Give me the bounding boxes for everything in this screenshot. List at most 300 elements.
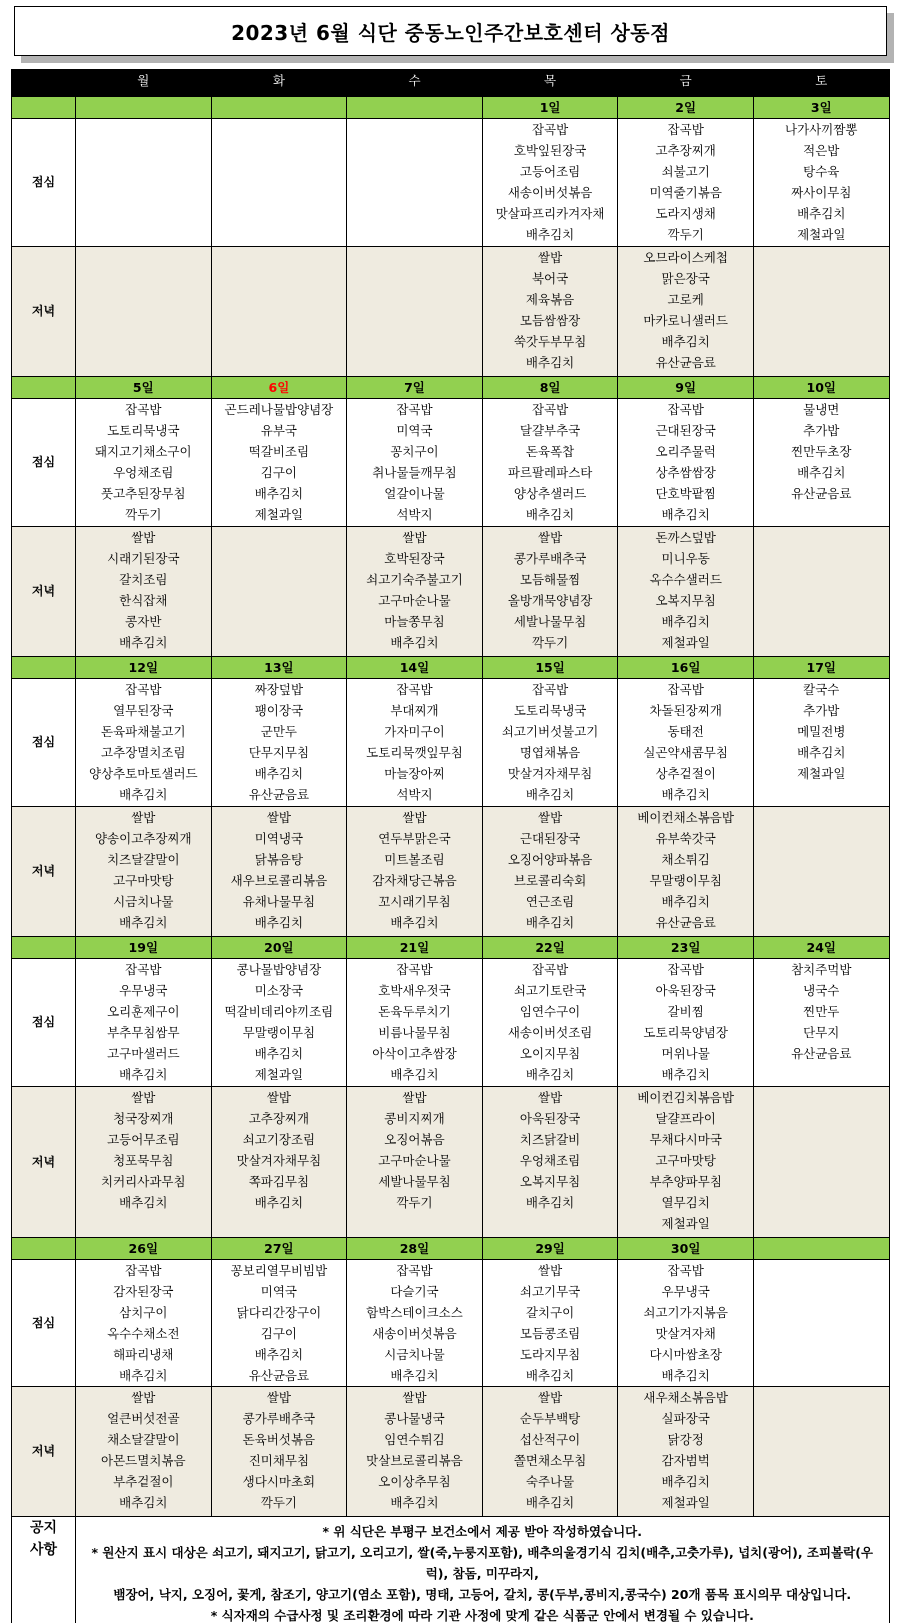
- lunch-menu-cell: [76, 399, 212, 527]
- date-cell: 7일: [347, 377, 483, 399]
- menu-item: 잡곡밥: [667, 1263, 704, 1278]
- menu-item: 호박잎된장국: [513, 143, 587, 158]
- menu-table-body: [12, 70, 890, 1623]
- menu-item: 깍두기: [125, 507, 162, 522]
- date-corner: [12, 377, 76, 399]
- menu-item: 맛살파프리카겨자채: [495, 206, 605, 221]
- menu-item: 배추김치: [661, 894, 710, 909]
- menu-item: 배추김치: [661, 507, 710, 522]
- menu-item: 배추김치: [390, 1067, 439, 1082]
- menu-item: 미역냉국: [254, 831, 304, 846]
- menu-item: 무말랭이무침: [649, 873, 722, 888]
- lunch-menu-cell: [753, 959, 889, 1087]
- menu-item: 맛살겨자채: [655, 1326, 716, 1341]
- menu-item: 잡곡밥: [667, 122, 704, 137]
- lunch-menu-cell: [482, 1260, 618, 1387]
- menu-item: 콩나물밥양념장: [236, 962, 322, 977]
- menu-item: 짜사이무침: [791, 185, 852, 200]
- menu-item: 추가밥: [803, 703, 840, 718]
- menu-item: 쌀밥: [538, 530, 563, 545]
- dinner-menu-cell: [76, 247, 212, 377]
- dinner-menu-cell: [211, 1387, 347, 1517]
- menu-item: 우무냉국: [119, 983, 168, 998]
- menu-item: 김구이: [260, 465, 297, 480]
- menu-item: 고구마순나물: [378, 593, 451, 608]
- date-cell: 17일: [753, 657, 889, 679]
- menu-item: 달걀부추국: [519, 423, 581, 438]
- menu-item: 콩나물냉국: [384, 1411, 445, 1426]
- menu-item: 잡곡밥: [667, 682, 704, 697]
- lunch-menu-cell: [753, 1260, 889, 1387]
- weekday-header: 토: [753, 70, 889, 97]
- menu-item: 고등어무조림: [107, 1132, 180, 1147]
- menu-item: 잡곡밥: [125, 402, 162, 417]
- menu-item: 나가사끼짬뽕: [785, 122, 858, 137]
- menu-item: 제철과일: [254, 507, 304, 522]
- menu-item: 찐만두초장: [791, 444, 852, 459]
- menu-item: 잡곡밥: [531, 402, 569, 417]
- menu-item: 유산균음료: [791, 1046, 852, 1061]
- menu-item: 도토리묵깻잎무침: [366, 745, 463, 760]
- menu-item: 콩가루배추국: [242, 1411, 316, 1426]
- menu-item: 도라지무침: [519, 1347, 581, 1362]
- menu-item: 찐만두: [803, 1004, 840, 1019]
- menu-item: 잡곡밥: [531, 962, 569, 977]
- menu-item: 꽁치구이: [390, 444, 439, 459]
- menu-item: 잡곡밥: [667, 962, 704, 977]
- menu-item: 쌀밥: [538, 1390, 563, 1405]
- menu-item: 제철과일: [661, 635, 710, 650]
- date-cell: [211, 97, 347, 119]
- lunch-menu-cell: [618, 959, 754, 1087]
- lunch-menu-cell: [347, 399, 483, 527]
- dinner-menu-cell: [618, 527, 754, 657]
- menu-item: 호박된장국: [384, 551, 445, 566]
- menu-item: 잡곡밥: [531, 122, 569, 137]
- lunch-menu-cell: [211, 119, 347, 247]
- menu-item: 호박새우젓국: [378, 983, 451, 998]
- menu-item: 잡곡밥: [396, 682, 433, 697]
- notice-line: 뱀장어, 낙지, 오징어, 꽃게, 참조기, 양고기(염소 포함), 명태, 고등어, 갈치, 콩(두부,콩비지,콩국수) 20개 품목 표시의무 대상입니다.: [113, 1587, 852, 1602]
- menu-item: 고추장찌개: [655, 143, 716, 158]
- dinner-menu-cell: [618, 807, 754, 937]
- dinner-label: 저녁: [12, 1087, 76, 1238]
- menu-item: 고구마맛탕: [655, 1153, 716, 1168]
- menu-item: 쇠고기가지볶음: [643, 1305, 728, 1320]
- menu-item: 파르팔레파스타: [507, 465, 593, 480]
- menu-item: 석박지: [396, 787, 433, 802]
- menu-item: 순두부백탕: [519, 1411, 581, 1426]
- menu-item: 배추김치: [119, 787, 168, 802]
- menu-item: 고로케: [667, 292, 704, 307]
- menu-item: 새송이버섯조림: [507, 1025, 593, 1040]
- menu-item: 시래기된장국: [107, 551, 180, 566]
- menu-item: 맛살겨자채무침: [507, 766, 593, 781]
- date-row: [12, 937, 890, 959]
- lunch-row: [12, 1260, 890, 1387]
- menu-item: 다슬기국: [390, 1284, 439, 1299]
- menu-item: 미니우동: [661, 551, 710, 566]
- menu-item: 다시마쌈초장: [649, 1347, 722, 1362]
- menu-item: 깍두기: [531, 635, 569, 650]
- menu-item: 새우채소볶음밥: [643, 1390, 728, 1405]
- date-cell: 15일: [482, 657, 618, 679]
- menu-item: 제철과일: [254, 1067, 304, 1082]
- menu-item: 미역국: [260, 1284, 297, 1299]
- menu-item: 배추김치: [119, 635, 168, 650]
- date-cell: [753, 1238, 889, 1260]
- menu-item: 미역줄기볶음: [649, 185, 722, 200]
- lunch-menu-cell: [76, 1260, 212, 1387]
- menu-item: 고추장멸치조림: [101, 745, 186, 760]
- menu-item: 배추김치: [525, 227, 575, 242]
- lunch-row: [12, 679, 890, 807]
- menu-item: 갈비찜: [667, 1004, 704, 1019]
- lunch-menu-cell: [76, 119, 212, 247]
- dinner-menu-cell: [76, 807, 212, 937]
- lunch-row: [12, 959, 890, 1087]
- date-cell: 5일: [76, 377, 212, 399]
- weekday-header: 월: [76, 70, 212, 97]
- menu-table: [11, 69, 890, 1623]
- date-row: [12, 97, 890, 119]
- menu-item: 잡곡밥: [396, 962, 433, 977]
- menu-item: 유산균음료: [791, 486, 852, 501]
- menu-item: 도토리묵냉국: [107, 423, 180, 438]
- menu-item: 차돌된장찌개: [649, 703, 722, 718]
- date-cell: 8일: [482, 377, 618, 399]
- menu-item: 오징어볶음: [384, 1132, 445, 1147]
- dinner-menu-cell: [753, 1087, 889, 1238]
- lunch-label: 점심: [12, 119, 76, 247]
- menu-item: 오이지무침: [519, 1046, 581, 1061]
- lunch-menu-cell: [482, 119, 618, 247]
- menu-item: 동태전: [667, 724, 704, 739]
- menu-item: 물냉면: [803, 402, 840, 417]
- lunch-menu-cell: [347, 1260, 483, 1387]
- dinner-menu-cell: [618, 1087, 754, 1238]
- menu-item: 유부국: [260, 423, 297, 438]
- menu-item: 닭강정: [667, 1432, 704, 1447]
- dinner-menu-cell: [347, 1387, 483, 1517]
- menu-item: 쫄면채소무침: [513, 1453, 587, 1468]
- menu-item: 갈치구이: [525, 1305, 575, 1320]
- menu-item: 잡곡밥: [396, 402, 433, 417]
- menu-item: 배추김치: [254, 1046, 304, 1061]
- menu-item: 진미채무침: [248, 1453, 310, 1468]
- menu-item: 잡곡밥: [125, 962, 162, 977]
- menu-item: 돈육버섯볶음: [242, 1432, 316, 1447]
- dinner-label: 저녁: [12, 1387, 76, 1517]
- lunch-label: 점심: [12, 959, 76, 1087]
- lunch-menu-cell: [211, 399, 347, 527]
- menu-item: 섭산적구이: [519, 1432, 581, 1447]
- menu-item: 배추김치: [797, 465, 846, 480]
- menu-item: 브로콜리숙회: [513, 873, 587, 888]
- menu-item: 배추김치: [390, 915, 439, 930]
- menu-item: 배추김치: [525, 1368, 575, 1383]
- menu-item: 배추김치: [119, 1067, 168, 1082]
- menu-item: 달걀프라이: [655, 1111, 716, 1126]
- menu-item: 배추김치: [254, 1347, 304, 1362]
- menu-item: 부추양파무침: [649, 1174, 722, 1189]
- menu-item: 근대된장국: [655, 423, 716, 438]
- menu-item: 가자미구이: [384, 724, 445, 739]
- menu-item: 쌀밥: [266, 1390, 291, 1405]
- menu-item: 쑥갓두부무침: [513, 334, 587, 349]
- menu-item: 꼬시래기무침: [378, 894, 451, 909]
- menu-item: 깍두기: [260, 1495, 297, 1510]
- menu-item: 배추김치: [525, 1067, 575, 1082]
- weekday-header: 수: [347, 70, 483, 97]
- menu-item: 얼큰버섯전골: [107, 1411, 180, 1426]
- menu-item: 무말랭이무침: [242, 1025, 316, 1040]
- menu-item: 배추김치: [254, 1195, 304, 1210]
- menu-item: 풋고추된장무침: [101, 486, 186, 501]
- lunch-row: [12, 399, 890, 527]
- menu-item: 올방개묵양념장: [507, 593, 593, 608]
- menu-item: 오리훈제구이: [107, 1004, 180, 1019]
- menu-item: 쌀밥: [266, 1090, 291, 1105]
- menu-item: 치커리사과무침: [101, 1174, 186, 1189]
- dinner-menu-cell: [618, 247, 754, 377]
- menu-item: 갈치조림: [119, 572, 168, 587]
- menu-item: 쇠고기숙주불고기: [366, 572, 463, 587]
- menu-item: 명엽채볶음: [519, 745, 581, 760]
- menu-item: 도토리묵냉국: [513, 703, 587, 718]
- date-cell: 6일: [211, 377, 347, 399]
- menu-item: 양송이고추장찌개: [94, 831, 192, 846]
- dinner-label: 저녁: [12, 807, 76, 937]
- dinner-menu-cell: [753, 1387, 889, 1517]
- menu-item: 배추김치: [390, 1495, 439, 1510]
- menu-item: 쇠고기버섯불고기: [501, 724, 599, 739]
- menu-item: 무채다시마국: [649, 1132, 722, 1147]
- page-title: 2023년 6월 식단 중동노인주간보호센터 상동점: [14, 6, 887, 56]
- menu-item: 배추김치: [661, 1067, 710, 1082]
- menu-item: 우엉채조림: [113, 465, 174, 480]
- dinner-menu-cell: [347, 527, 483, 657]
- menu-item: 배추김치: [525, 355, 575, 370]
- menu-item: 마늘장아찌: [384, 766, 445, 781]
- menu-item: 근대된장국: [519, 831, 581, 846]
- menu-item: 배추김치: [797, 745, 846, 760]
- menu-item: 열무김치: [661, 1195, 710, 1210]
- date-cell: 22일: [482, 937, 618, 959]
- menu-item: 연근조림: [525, 894, 575, 909]
- dinner-menu-cell: [76, 1387, 212, 1517]
- menu-item: 배추김치: [390, 635, 439, 650]
- date-cell: 19일: [76, 937, 212, 959]
- menu-item: 시금치나물: [113, 894, 174, 909]
- menu-item: 치즈달걀말이: [107, 852, 180, 867]
- menu-item: 베이컨김치볶음밥: [637, 1090, 734, 1105]
- menu-item: 아몬드멸치볶음: [101, 1453, 186, 1468]
- lunch-menu-cell: [211, 679, 347, 807]
- lunch-menu-cell: [482, 399, 618, 527]
- date-cell: 20일: [211, 937, 347, 959]
- menu-item: 쌀밥: [131, 1390, 156, 1405]
- lunch-menu-cell: [753, 399, 889, 527]
- weekday-header: 목: [482, 70, 618, 97]
- menu-item: 쇠고기장조림: [242, 1132, 316, 1147]
- menu-item: 우무냉국: [661, 1284, 710, 1299]
- dinner-menu-cell: [347, 807, 483, 937]
- menu-item: 짜장덮밥: [254, 682, 304, 697]
- menu-item: 오복지무침: [519, 1174, 581, 1189]
- menu-item: 얼갈이나물: [384, 486, 445, 501]
- menu-item: 미트볼조림: [384, 852, 445, 867]
- menu-item: 북어국: [531, 271, 569, 286]
- dinner-menu-cell: [482, 1087, 618, 1238]
- dinner-menu-cell: [76, 527, 212, 657]
- menu-item: 돈육파채불고기: [101, 724, 186, 739]
- menu-item: 쌀밥: [402, 530, 427, 545]
- dinner-menu-cell: [211, 1087, 347, 1238]
- lunch-menu-cell: [618, 679, 754, 807]
- date-corner: [12, 937, 76, 959]
- menu-item: 쌀밥: [131, 810, 156, 825]
- menu-item: 쌀밥: [131, 1090, 156, 1105]
- menu-item: 고구마샐러드: [107, 1046, 180, 1061]
- menu-item: 모듬쌈쌈장: [519, 313, 581, 328]
- dinner-menu-cell: [618, 1387, 754, 1517]
- menu-item: 맛살브로콜리볶음: [366, 1453, 463, 1468]
- menu-item: 옥수수샐러드: [649, 572, 722, 587]
- date-cell: 9일: [618, 377, 754, 399]
- header-corner: [12, 70, 76, 97]
- notice-line: * 원산지 표시 대상은 쇠고기, 돼지고기, 닭고기, 오리고기, 쌀(죽,누룽지포함), 배추의울경기식 김치(배추,고춧가루), 넙치(광어), 조피볼락(우럭), 참돔, 미꾸라지,: [91, 1545, 874, 1581]
- menu-item: 새송이버섯볶음: [507, 185, 593, 200]
- dinner-menu-cell: [753, 247, 889, 377]
- menu-item: 부추겉절이: [113, 1474, 174, 1489]
- lunch-menu-cell: [211, 959, 347, 1087]
- menu-item: 배추김치: [119, 915, 168, 930]
- notice-text: [76, 1517, 889, 1623]
- date-row: [12, 1238, 890, 1260]
- lunch-menu-cell: [347, 959, 483, 1087]
- notice-row: [12, 1517, 890, 1623]
- menu-item: 상추겉절이: [655, 766, 716, 781]
- dinner-menu-cell: [211, 247, 347, 377]
- menu-item: 우엉채조림: [519, 1153, 581, 1168]
- menu-item: 숙주나물: [525, 1474, 575, 1489]
- date-cell: 21일: [347, 937, 483, 959]
- menu-item: 잡곡밥: [125, 1263, 162, 1278]
- menu-item: 쌀밥: [538, 810, 563, 825]
- weekday-header: 금: [618, 70, 754, 97]
- menu-item: 미역국: [396, 423, 433, 438]
- menu-item: 쇠고기토란국: [513, 983, 587, 998]
- menu-item: 단호박팥찜: [655, 486, 716, 501]
- menu-item: 콩가루배추국: [513, 551, 587, 566]
- menu-item: 잡곡밥: [396, 1263, 433, 1278]
- menu-item: 아욱된장국: [655, 983, 716, 998]
- dinner-menu-cell: [347, 1087, 483, 1238]
- menu-item: 배추김치: [390, 1368, 439, 1383]
- lunch-menu-cell: [753, 119, 889, 247]
- menu-item: 배추김치: [661, 614, 710, 629]
- menu-item: 배추김치: [661, 1368, 710, 1383]
- menu-item: 돈육폭찹: [525, 444, 575, 459]
- menu-item: 유산균음료: [655, 915, 716, 930]
- menu-item: 양상추토마토샐러드: [88, 766, 198, 781]
- menu-item: 감자된장국: [113, 1284, 174, 1299]
- menu-item: 미소장국: [254, 983, 304, 998]
- menu-item: 옥수수채소전: [107, 1326, 180, 1341]
- menu-item: 쌀밥: [131, 530, 156, 545]
- dinner-menu-cell: [347, 247, 483, 377]
- menu-item: 콩자반: [125, 614, 162, 629]
- menu-item: 단무지무침: [248, 745, 310, 760]
- menu-item: 연두부맑은국: [378, 831, 451, 846]
- lunch-menu-cell: [618, 399, 754, 527]
- menu-item: 배추김치: [797, 206, 846, 221]
- menu-item: 도라지생채: [655, 206, 716, 221]
- menu-item: 제철과일: [661, 1216, 710, 1231]
- menu-item: 쇠고기무국: [519, 1284, 581, 1299]
- menu-item: 쪽파김무침: [248, 1174, 310, 1189]
- menu-item: 오므라이스케첩: [643, 250, 728, 265]
- date-cell: 3일: [753, 97, 889, 119]
- date-row: [12, 657, 890, 679]
- menu-item: 취나물들깨무침: [372, 465, 457, 480]
- menu-item: 해파리냉채: [113, 1347, 174, 1362]
- menu-item: 칼국수: [803, 682, 840, 697]
- menu-item: 쌀밥: [402, 810, 427, 825]
- menu-item: 돈까스덮밥: [655, 530, 716, 545]
- menu-item: 열무된장국: [113, 703, 174, 718]
- lunch-menu-cell: [482, 959, 618, 1087]
- menu-item: 떡갈비데리야끼조림: [224, 1004, 334, 1019]
- menu-item: 탕수육: [803, 164, 840, 179]
- dinner-row: [12, 527, 890, 657]
- notice-line: * 위 식단은 부평구 보건소에서 제공 받아 작성하였습니다.: [322, 1524, 643, 1539]
- menu-item: 닭다리간장구이: [236, 1305, 322, 1320]
- menu-item: 제육볶음: [525, 292, 575, 307]
- date-corner: [12, 1238, 76, 1260]
- menu-item: 임연수튀김: [384, 1432, 445, 1447]
- menu-item: 삼치구이: [119, 1305, 168, 1320]
- lunch-menu-cell: [347, 119, 483, 247]
- menu-item: 곤드레나물밥양념장: [224, 402, 334, 417]
- menu-item: 깍두기: [396, 1195, 433, 1210]
- date-cell: 29일: [482, 1238, 618, 1260]
- dinner-row: [12, 1087, 890, 1238]
- menu-item: 제철과일: [661, 1495, 710, 1510]
- date-cell: 28일: [347, 1238, 483, 1260]
- date-cell: 24일: [753, 937, 889, 959]
- menu-item: 임연수구이: [519, 1004, 581, 1019]
- dinner-menu-cell: [482, 1387, 618, 1517]
- menu-item: 적은밥: [803, 143, 840, 158]
- lunch-row: [12, 119, 890, 247]
- dinner-menu-cell: [211, 807, 347, 937]
- menu-item: 유산균음료: [248, 787, 310, 802]
- menu-item: 제철과일: [797, 227, 846, 242]
- menu-item: 고추장찌개: [248, 1111, 310, 1126]
- menu-item: 배추김치: [119, 1195, 168, 1210]
- date-cell: [76, 97, 212, 119]
- dinner-menu-cell: [482, 807, 618, 937]
- lunch-menu-cell: [347, 679, 483, 807]
- date-cell: 10일: [753, 377, 889, 399]
- lunch-menu-cell: [482, 679, 618, 807]
- menu-item: 쌀밥: [402, 1090, 427, 1105]
- lunch-menu-cell: [618, 119, 754, 247]
- menu-item: 배추김치: [525, 1195, 575, 1210]
- menu-item: 실곤약새콤무침: [643, 745, 728, 760]
